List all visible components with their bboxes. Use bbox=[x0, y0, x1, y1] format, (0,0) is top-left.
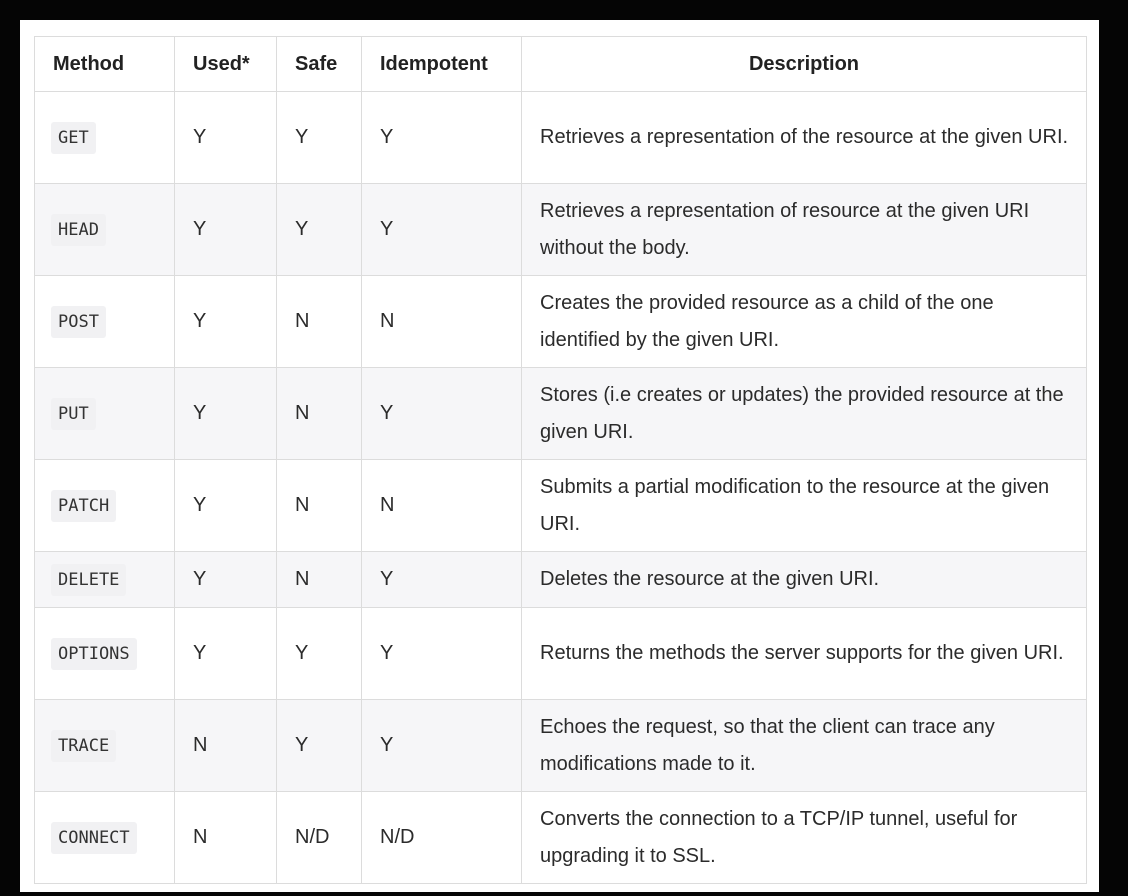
method-code: DELETE bbox=[51, 564, 126, 596]
used-cell: Y bbox=[175, 276, 277, 368]
idempotent-cell: Y bbox=[362, 92, 522, 184]
table-row-delete bbox=[35, 552, 1087, 608]
method-cell bbox=[35, 276, 175, 368]
idempotent-cell: Y bbox=[362, 552, 522, 608]
header-used: Used* bbox=[175, 37, 277, 92]
safe-cell: N/D bbox=[277, 792, 362, 884]
idempotent-cell: N bbox=[362, 460, 522, 552]
header-method: Method bbox=[35, 37, 175, 92]
used-cell: N bbox=[175, 792, 277, 884]
header-description: Description bbox=[522, 37, 1087, 92]
used-cell: Y bbox=[175, 184, 277, 276]
description-cell: Deletes the resource at the given URI. bbox=[522, 552, 1087, 608]
table-row-patch bbox=[35, 460, 1087, 552]
used-cell: Y bbox=[175, 460, 277, 552]
idempotent-cell: N bbox=[362, 276, 522, 368]
header-idempotent: Idempotent bbox=[362, 37, 522, 92]
table-row-options bbox=[35, 608, 1087, 700]
method-cell bbox=[35, 92, 175, 184]
table-row-put bbox=[35, 368, 1087, 460]
description-cell: Retrieves a representation of resource at the given URI without the body. bbox=[522, 184, 1087, 276]
method-cell bbox=[35, 552, 175, 608]
header-safe: Safe bbox=[277, 37, 362, 92]
used-cell: N bbox=[175, 700, 277, 792]
safe-cell: Y bbox=[277, 608, 362, 700]
idempotent-cell: N/D bbox=[362, 792, 522, 884]
safe-cell: N bbox=[277, 460, 362, 552]
http-methods-table bbox=[34, 36, 1087, 884]
safe-cell: Y bbox=[277, 92, 362, 184]
document-page bbox=[20, 20, 1099, 892]
table-header-row bbox=[35, 37, 1087, 92]
idempotent-cell: Y bbox=[362, 608, 522, 700]
method-code: GET bbox=[51, 122, 96, 154]
method-code: TRACE bbox=[51, 730, 116, 762]
idempotent-cell: Y bbox=[362, 368, 522, 460]
safe-cell: N bbox=[277, 552, 362, 608]
safe-cell: N bbox=[277, 368, 362, 460]
description-cell: Echoes the request, so that the client can trace any modifications made to it. bbox=[522, 700, 1087, 792]
method-cell bbox=[35, 700, 175, 792]
method-code: CONNECT bbox=[51, 822, 137, 854]
table-row-trace bbox=[35, 700, 1087, 792]
used-cell: Y bbox=[175, 552, 277, 608]
table-row-head bbox=[35, 184, 1087, 276]
method-cell bbox=[35, 460, 175, 552]
safe-cell: N bbox=[277, 276, 362, 368]
description-cell: Creates the provided resource as a child of the one identified by the given URI. bbox=[522, 276, 1087, 368]
description-cell: Stores (i.e creates or updates) the provided resource at the given URI. bbox=[522, 368, 1087, 460]
safe-cell: Y bbox=[277, 184, 362, 276]
description-cell: Retrieves a representation of the resource at the given URI. bbox=[522, 92, 1087, 184]
used-cell: Y bbox=[175, 368, 277, 460]
description-cell: Converts the connection to a TCP/IP tunnel, useful for upgrading it to SSL. bbox=[522, 792, 1087, 884]
idempotent-cell: Y bbox=[362, 700, 522, 792]
method-code: HEAD bbox=[51, 214, 106, 246]
table-row-post bbox=[35, 276, 1087, 368]
table-row-connect bbox=[35, 792, 1087, 884]
description-cell: Returns the methods the server supports for the given URI. bbox=[522, 608, 1087, 700]
method-cell bbox=[35, 792, 175, 884]
method-code: PUT bbox=[51, 398, 96, 430]
method-code: PATCH bbox=[51, 490, 116, 522]
table-row-get bbox=[35, 92, 1087, 184]
safe-cell: Y bbox=[277, 700, 362, 792]
method-cell bbox=[35, 368, 175, 460]
used-cell: Y bbox=[175, 92, 277, 184]
idempotent-cell: Y bbox=[362, 184, 522, 276]
method-code: OPTIONS bbox=[51, 638, 137, 670]
method-code: POST bbox=[51, 306, 106, 338]
method-cell bbox=[35, 608, 175, 700]
method-cell bbox=[35, 184, 175, 276]
description-cell: Submits a partial modification to the resource at the given URI. bbox=[522, 460, 1087, 552]
used-cell: Y bbox=[175, 608, 277, 700]
